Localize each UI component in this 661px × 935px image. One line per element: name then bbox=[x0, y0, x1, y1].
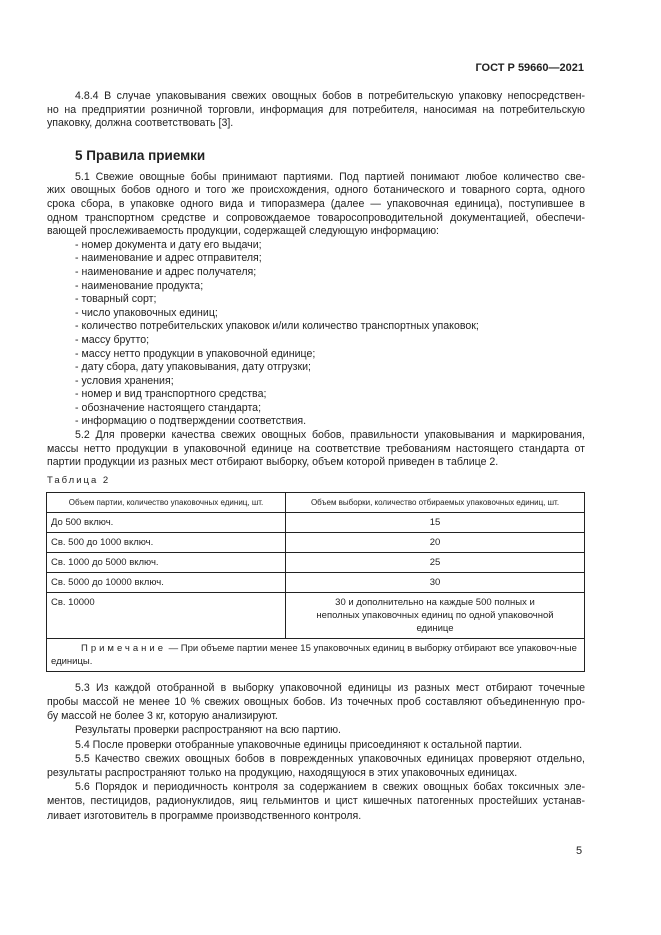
list-item: - число упаковочных единиц; bbox=[75, 306, 218, 319]
table-note-row bbox=[47, 638, 585, 671]
table-header-row bbox=[47, 492, 585, 512]
text-line: одном транспортном средстве и сопровождаемое товаросопроводительной документацией, обеспечи- bbox=[47, 211, 585, 224]
list-item: - номер и вид транспортного средства; bbox=[75, 388, 267, 401]
text-line: жих овощных бобов одного и того же происхождения, одного ботанического и товарного сорта, одного bbox=[47, 184, 585, 197]
list-item: - количество потребительских упаковок и/или количество транспортных упаковок; bbox=[75, 320, 479, 333]
list-item: - товарный сорт; bbox=[75, 293, 157, 306]
document-body bbox=[47, 90, 585, 823]
table-cell: 25 bbox=[286, 552, 585, 572]
paragraphs-5-3-to-5-6 bbox=[47, 681, 585, 823]
table-cell: 20 bbox=[286, 532, 585, 552]
list-item: - массу брутто; bbox=[75, 333, 150, 346]
sample-size-table bbox=[46, 492, 585, 672]
text-line: 5.5 Качество свежих овощных бобов в поврежденных упаковочных единицах проверяют отдельно, bbox=[75, 752, 585, 765]
table-row bbox=[47, 532, 585, 552]
text-line: 5.6 Порядок и периодичность контроля за содержанием в свежих овощных бобах токсичных эле- bbox=[75, 781, 585, 794]
table-cell: Св. 10000 bbox=[47, 592, 286, 638]
table-cell: Св. 500 до 1000 включ. bbox=[47, 532, 286, 552]
text-line: 5.1 Свежие овощные бобы принимают партиями. Под партией понимают любое количество све- bbox=[75, 170, 585, 183]
table-note bbox=[47, 638, 585, 671]
text-line: 5.3 Из каждой отобранной в выборку упаковочной единицы из разных мест отбирают точечные bbox=[75, 681, 585, 694]
list-item: - номер документа и дату его выдачи; bbox=[75, 238, 262, 251]
list-item: - наименование и адрес получателя; bbox=[75, 265, 257, 278]
text-line: ментов, пестицидов, радионуклидов, яиц гельминтов и цист кишечных патогенных простейших устанав- bbox=[47, 795, 585, 808]
list-item: - наименование продукта; bbox=[75, 279, 204, 292]
text-line: Результаты проверки распространяют на всю партию. bbox=[75, 724, 341, 737]
table-caption: Таблица 2 bbox=[47, 474, 111, 486]
list-item: - дату сбора, дату упаковывания, дату отгрузки; bbox=[75, 361, 311, 374]
text-line: пробы массой не менее 10 % свежих овощных бобов. Из точечных проб составляют объединенную про- bbox=[47, 696, 585, 709]
text-line: бу массой не более 3 кг, которую анализируют. bbox=[47, 710, 278, 723]
list-item: - обозначение настоящего стандарта; bbox=[75, 401, 262, 414]
list-item: - массу нетто продукции в упаковочной единице; bbox=[75, 347, 316, 360]
column-header: Объем партии, количество упаковочных единиц, шт. bbox=[47, 492, 286, 512]
table-cell: Св. 1000 до 5000 включ. bbox=[47, 552, 286, 572]
table-cell: 30 и дополнительно на каждые 500 полных и неполных упаковочных единиц по одной упаковочной единице bbox=[286, 592, 585, 638]
text-line: массы нетто продукции в упаковочной единице на соответствие требованиям настоящего стандарта от bbox=[47, 442, 585, 455]
text-line: результаты распространяют только на продукцию, находящуюся в этих упаковочных единицах. bbox=[47, 767, 518, 780]
table-row bbox=[47, 572, 585, 592]
text-line: но на предприятии розничной торговли, информация для потребителя, наносимая на потребительскую bbox=[47, 103, 585, 116]
text-line: упаковку, должна соответствовать [3]. bbox=[47, 117, 234, 130]
paragraph-4-8-4 bbox=[47, 90, 585, 131]
list-item: - информацию о подтверждении соответствия. bbox=[75, 415, 307, 428]
paragraph-5-1 bbox=[47, 171, 585, 470]
text-line: ливает изготовитель в программе производственного контроля. bbox=[47, 809, 362, 822]
column-header: Объем выборки, количество отбираемых упаковочных единиц, шт. bbox=[286, 492, 585, 512]
table-cell: Св. 5000 до 10000 включ. bbox=[47, 572, 286, 592]
table-cell: 30 bbox=[286, 572, 585, 592]
table-row bbox=[47, 552, 585, 572]
table-cell: 15 bbox=[286, 512, 585, 532]
document-id: ГОСТ Р 59660—2021 bbox=[475, 62, 584, 74]
section-heading: 5 Правила приемки bbox=[75, 147, 206, 163]
note-label: Примечание bbox=[81, 642, 166, 654]
paragraph-5-4: 5.4 После проверки отобранные упаковочные единицы присоединяют к остальной партии. bbox=[75, 738, 523, 751]
table-row bbox=[47, 592, 585, 638]
text-line: партии продукции из разных мест отбирают выборку, объем которой приведен в таблице 2. bbox=[47, 456, 499, 469]
table-row bbox=[47, 512, 585, 532]
list-item: - наименование и адрес отправителя; bbox=[75, 252, 262, 265]
text-line: 5.2 Для проверки качества свежих овощных бобов, правильности упаковывания и маркирования, bbox=[75, 429, 585, 442]
note-text: — При объеме партии менее 15 упаковочных единиц в выборку отбирают все упаковоч-ные единицы. bbox=[51, 642, 577, 667]
text-line: вающей прослеживаемость продукции, содержащей следующую информацию: bbox=[47, 225, 440, 238]
table-cell: До 500 включ. bbox=[47, 512, 286, 532]
list-item: - условия хранения; bbox=[75, 374, 174, 387]
text-line: срока сбора, в упаковке одного вида и типоразмера (далее — упаковочная единица), поступившее в bbox=[47, 197, 585, 210]
page-number: 5 bbox=[576, 845, 583, 857]
text-line: 4.8.4 В случае упаковывания свежих овощных бобов в потребительскую упаковку непосредствен- bbox=[75, 90, 585, 102]
